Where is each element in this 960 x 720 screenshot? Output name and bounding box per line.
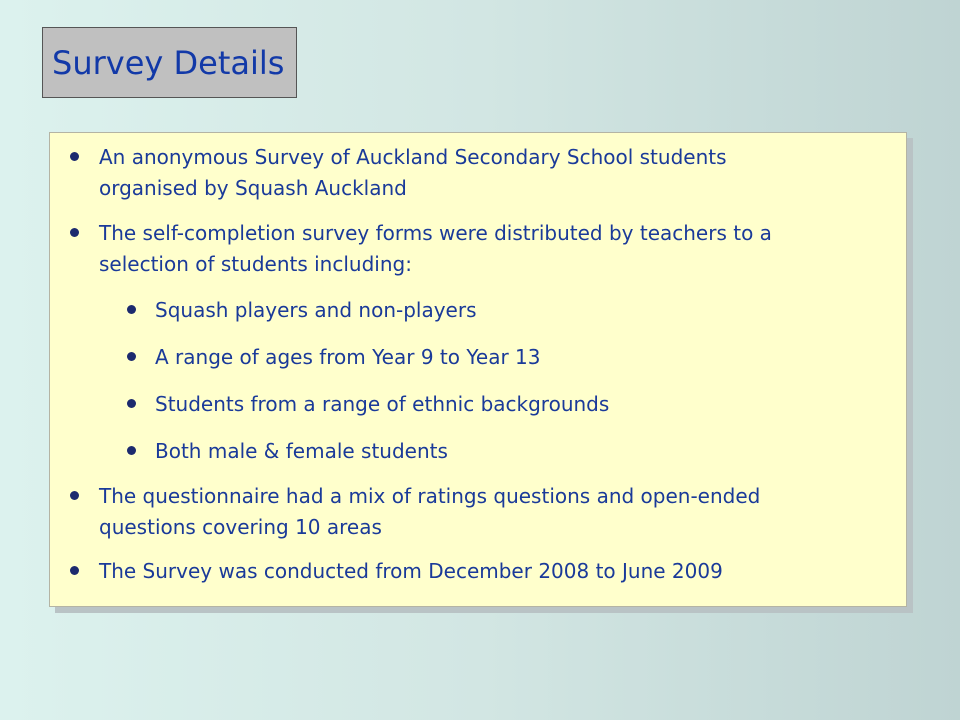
sub-bullet-icon	[127, 352, 136, 361]
sub-bullet-icon	[127, 446, 136, 455]
title-box	[42, 27, 297, 98]
list-item-line: selection of students including:	[99, 252, 412, 276]
slide-title: Survey Details	[52, 43, 285, 82]
list-item-line: The questionnaire had a mix of ratings questions and open-ended	[99, 484, 761, 508]
list-item-line: organised by Squash Auckland	[99, 176, 407, 200]
sub-list-item	[155, 436, 448, 467]
bullet-icon	[70, 152, 79, 161]
sub-list-item	[155, 295, 477, 326]
list-item-line: Students from a range of ethnic backgrounds	[155, 392, 610, 416]
content-box	[49, 132, 907, 607]
list-item-line: The self-completion survey forms were distributed by teachers to a	[99, 221, 772, 245]
list-item-line: questions covering 10 areas	[99, 515, 382, 539]
list-item	[99, 556, 723, 587]
bullet-icon	[70, 566, 79, 575]
sub-bullet-icon	[127, 399, 136, 408]
sub-list-item	[155, 342, 541, 373]
list-item-line: An anonymous Survey of Auckland Secondary School students	[99, 145, 727, 169]
sub-bullet-icon	[127, 305, 136, 314]
list-item	[99, 142, 727, 204]
list-item	[99, 481, 760, 543]
list-item-line: Squash players and non-players	[155, 298, 477, 322]
list-item-line: A range of ages from Year 9 to Year 13	[155, 345, 541, 369]
bullet-icon	[70, 228, 79, 237]
bullet-icon	[70, 491, 79, 500]
list-item-line: Both male & female students	[155, 439, 448, 463]
sub-list-item	[155, 389, 609, 420]
list-item	[99, 218, 772, 280]
list-item-line: The Survey was conducted from December 2008 to June 2009	[99, 559, 723, 583]
